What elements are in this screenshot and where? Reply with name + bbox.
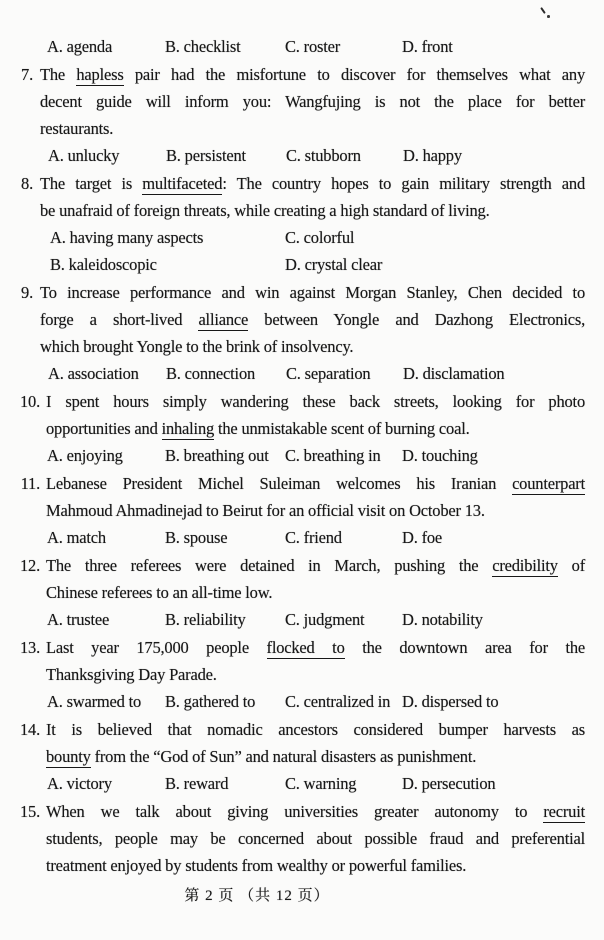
- option-item: A. having many aspects: [50, 228, 204, 247]
- question-block: [0, 33, 585, 60]
- option-item: D. notability: [402, 610, 483, 629]
- question-text-line: [40, 88, 585, 115]
- option-item: C. separation: [286, 364, 371, 383]
- page-footer: [0, 885, 604, 907]
- question-text-line: [46, 634, 585, 661]
- question-block: [0, 279, 585, 387]
- option-item: A. victory: [47, 774, 112, 793]
- options-row: [47, 606, 585, 633]
- text-segment: forge a short-lived: [40, 310, 199, 329]
- option-item: B. checklist: [165, 37, 241, 56]
- question-text-line: [40, 61, 585, 88]
- question-number: 7.: [21, 65, 33, 84]
- option-item: C. friend: [285, 528, 342, 547]
- text-segment: Last year 175,000 people: [46, 638, 267, 657]
- question-block: [0, 61, 585, 169]
- option-item: C. centralized in: [285, 692, 391, 711]
- questions-list: [0, 33, 585, 879]
- options-row: [47, 770, 585, 797]
- question-block: [0, 388, 585, 469]
- question-block: [0, 798, 585, 879]
- option-item: A. enjoying: [47, 446, 123, 465]
- question-text-line: [46, 661, 585, 688]
- text-segment: opportunities and: [46, 419, 162, 438]
- question-number: 15.: [19, 802, 40, 821]
- text-segment: Mahmoud Ahmadinejad to Beirut for an official visit on October 13.: [46, 501, 485, 520]
- question-text-line: [46, 579, 585, 606]
- option-item: D. touching: [402, 446, 478, 465]
- options-row: [47, 524, 585, 551]
- question-number: 12.: [19, 556, 40, 575]
- option-item: D. dispersed to: [402, 692, 499, 711]
- option-item: B. kaleidoscopic: [50, 255, 157, 274]
- underlined-word: inhaling: [161, 419, 215, 438]
- underlined-word: hapless: [76, 65, 124, 84]
- text-segment: Lebanese President Michel Suleiman welcomes his Iranian: [46, 474, 513, 493]
- option-item: A. trustee: [47, 610, 110, 629]
- options-row: [47, 688, 585, 715]
- underlined-word: counterpart: [512, 474, 585, 493]
- underlined-word: recruit: [543, 802, 585, 821]
- question-text-line: [46, 852, 585, 879]
- ink-speck-tick: [540, 7, 546, 14]
- question-text-line: [40, 115, 585, 142]
- text-segment: : The country hopes to gain military strength and: [222, 174, 585, 193]
- question-number: 11.: [20, 474, 40, 493]
- text-segment: The: [40, 65, 77, 84]
- question-text-line: [40, 306, 585, 333]
- ink-speck-dot: [547, 15, 550, 18]
- text-segment: The target is: [40, 174, 143, 193]
- text-segment: treatment enjoyed by students from wealthy or powerful families.: [46, 856, 467, 875]
- option-item: A. unlucky: [48, 146, 120, 165]
- question-text-line: [46, 470, 585, 497]
- question-block: [0, 470, 585, 551]
- text-segment: decent guide will inform you: Wangfujing is not the place for better: [40, 92, 585, 111]
- text-segment: To increase performance and win against Morgan Stanley, Chen decided to: [40, 283, 585, 302]
- question-text-line: [46, 388, 585, 415]
- option-item: D. happy: [403, 146, 462, 165]
- options-row: [48, 142, 585, 169]
- question-number: 14.: [19, 720, 40, 739]
- question-number: 8.: [21, 174, 33, 193]
- question-number: 9.: [21, 283, 33, 302]
- option-item: C. roster: [285, 37, 341, 56]
- question-block: [0, 552, 585, 633]
- text-segment: the downtown area for the: [344, 638, 586, 657]
- option-item: C. stubborn: [286, 146, 361, 165]
- option-item: A. association: [48, 364, 139, 383]
- text-segment: students, people may be concerned about possible fraud and preferential: [46, 829, 585, 848]
- options-row: [47, 33, 585, 60]
- option-item: B. reliability: [165, 610, 246, 629]
- question-text-line: [46, 552, 585, 579]
- option-item: A. agenda: [47, 37, 113, 56]
- text-segment: from the “God of Sun” and natural disasters as punishment.: [90, 747, 477, 766]
- option-item: B. spouse: [165, 528, 228, 547]
- page-number-label: 第 2 页 （共 12 页）: [184, 888, 330, 904]
- options-row: [50, 224, 585, 278]
- option-item: B. reward: [165, 774, 229, 793]
- option-item: D. persecution: [402, 774, 496, 793]
- text-segment: Thanksgiving Day Parade.: [46, 665, 217, 684]
- underlined-word: multifaceted: [142, 174, 223, 193]
- option-item: B. gathered to: [165, 692, 256, 711]
- text-segment: which brought Yongle to the brink of insolvency.: [40, 337, 354, 356]
- option-item: B. breathing out: [165, 446, 269, 465]
- text-segment: of: [557, 556, 585, 575]
- question-text-line: [40, 197, 585, 224]
- ink-speck-artifact: [540, 6, 552, 20]
- option-item: D. disclamation: [403, 364, 505, 383]
- option-item: A. match: [47, 528, 106, 547]
- options-row: [48, 360, 585, 387]
- question-text-line: [40, 170, 585, 197]
- question-block: [0, 634, 585, 715]
- question-text-line: [40, 279, 585, 306]
- option-item: C. judgment: [285, 610, 365, 629]
- question-text-line: [46, 415, 585, 442]
- option-item: D. front: [402, 37, 453, 56]
- text-segment: between Yongle and Dazhong Electronics,: [248, 310, 585, 329]
- option-item: B. connection: [166, 364, 256, 383]
- option-item: C. warning: [285, 774, 357, 793]
- option-item: D. crystal clear: [285, 255, 383, 274]
- question-text-line: [46, 743, 585, 770]
- text-segment: pair had the misfortune to discover for themselves what any: [123, 65, 585, 84]
- option-item: C. colorful: [285, 228, 355, 247]
- question-text-line: [46, 716, 585, 743]
- text-segment: be unafraid of foreign threats, while creating a high standard of living.: [40, 201, 490, 220]
- text-segment: The three referees were detained in March, pushing the: [46, 556, 493, 575]
- text-segment: It is believed that nomadic ancestors considered bumper harvests as: [46, 720, 585, 739]
- option-item: A. swarmed to: [47, 692, 142, 711]
- option-item: C. breathing in: [285, 446, 381, 465]
- option-item: D. foe: [402, 528, 443, 547]
- underlined-word: bounty: [46, 747, 91, 766]
- underlined-word: alliance: [198, 310, 249, 329]
- text-segment: restaurants.: [40, 119, 114, 138]
- text-segment: the unmistakable scent of burning coal.: [214, 419, 470, 438]
- question-block: [0, 716, 585, 797]
- underlined-word: credibility: [492, 556, 558, 575]
- option-item: B. persistent: [166, 146, 246, 165]
- question-number: 13.: [19, 638, 40, 657]
- question-text-line: [46, 798, 585, 825]
- underlined-word: flocked to: [266, 638, 345, 657]
- text-segment: I spent hours simply wandering these back streets, looking for photo: [46, 392, 585, 411]
- question-text-line: [46, 825, 585, 852]
- options-row: [47, 442, 585, 469]
- question-block: [0, 170, 585, 278]
- question-text-line: [40, 333, 585, 360]
- question-number: 10.: [19, 392, 40, 411]
- text-segment: When we talk about giving universities greater autonomy to: [46, 802, 544, 821]
- text-segment: Chinese referees to an all-time low.: [46, 583, 273, 602]
- question-text-line: [46, 497, 585, 524]
